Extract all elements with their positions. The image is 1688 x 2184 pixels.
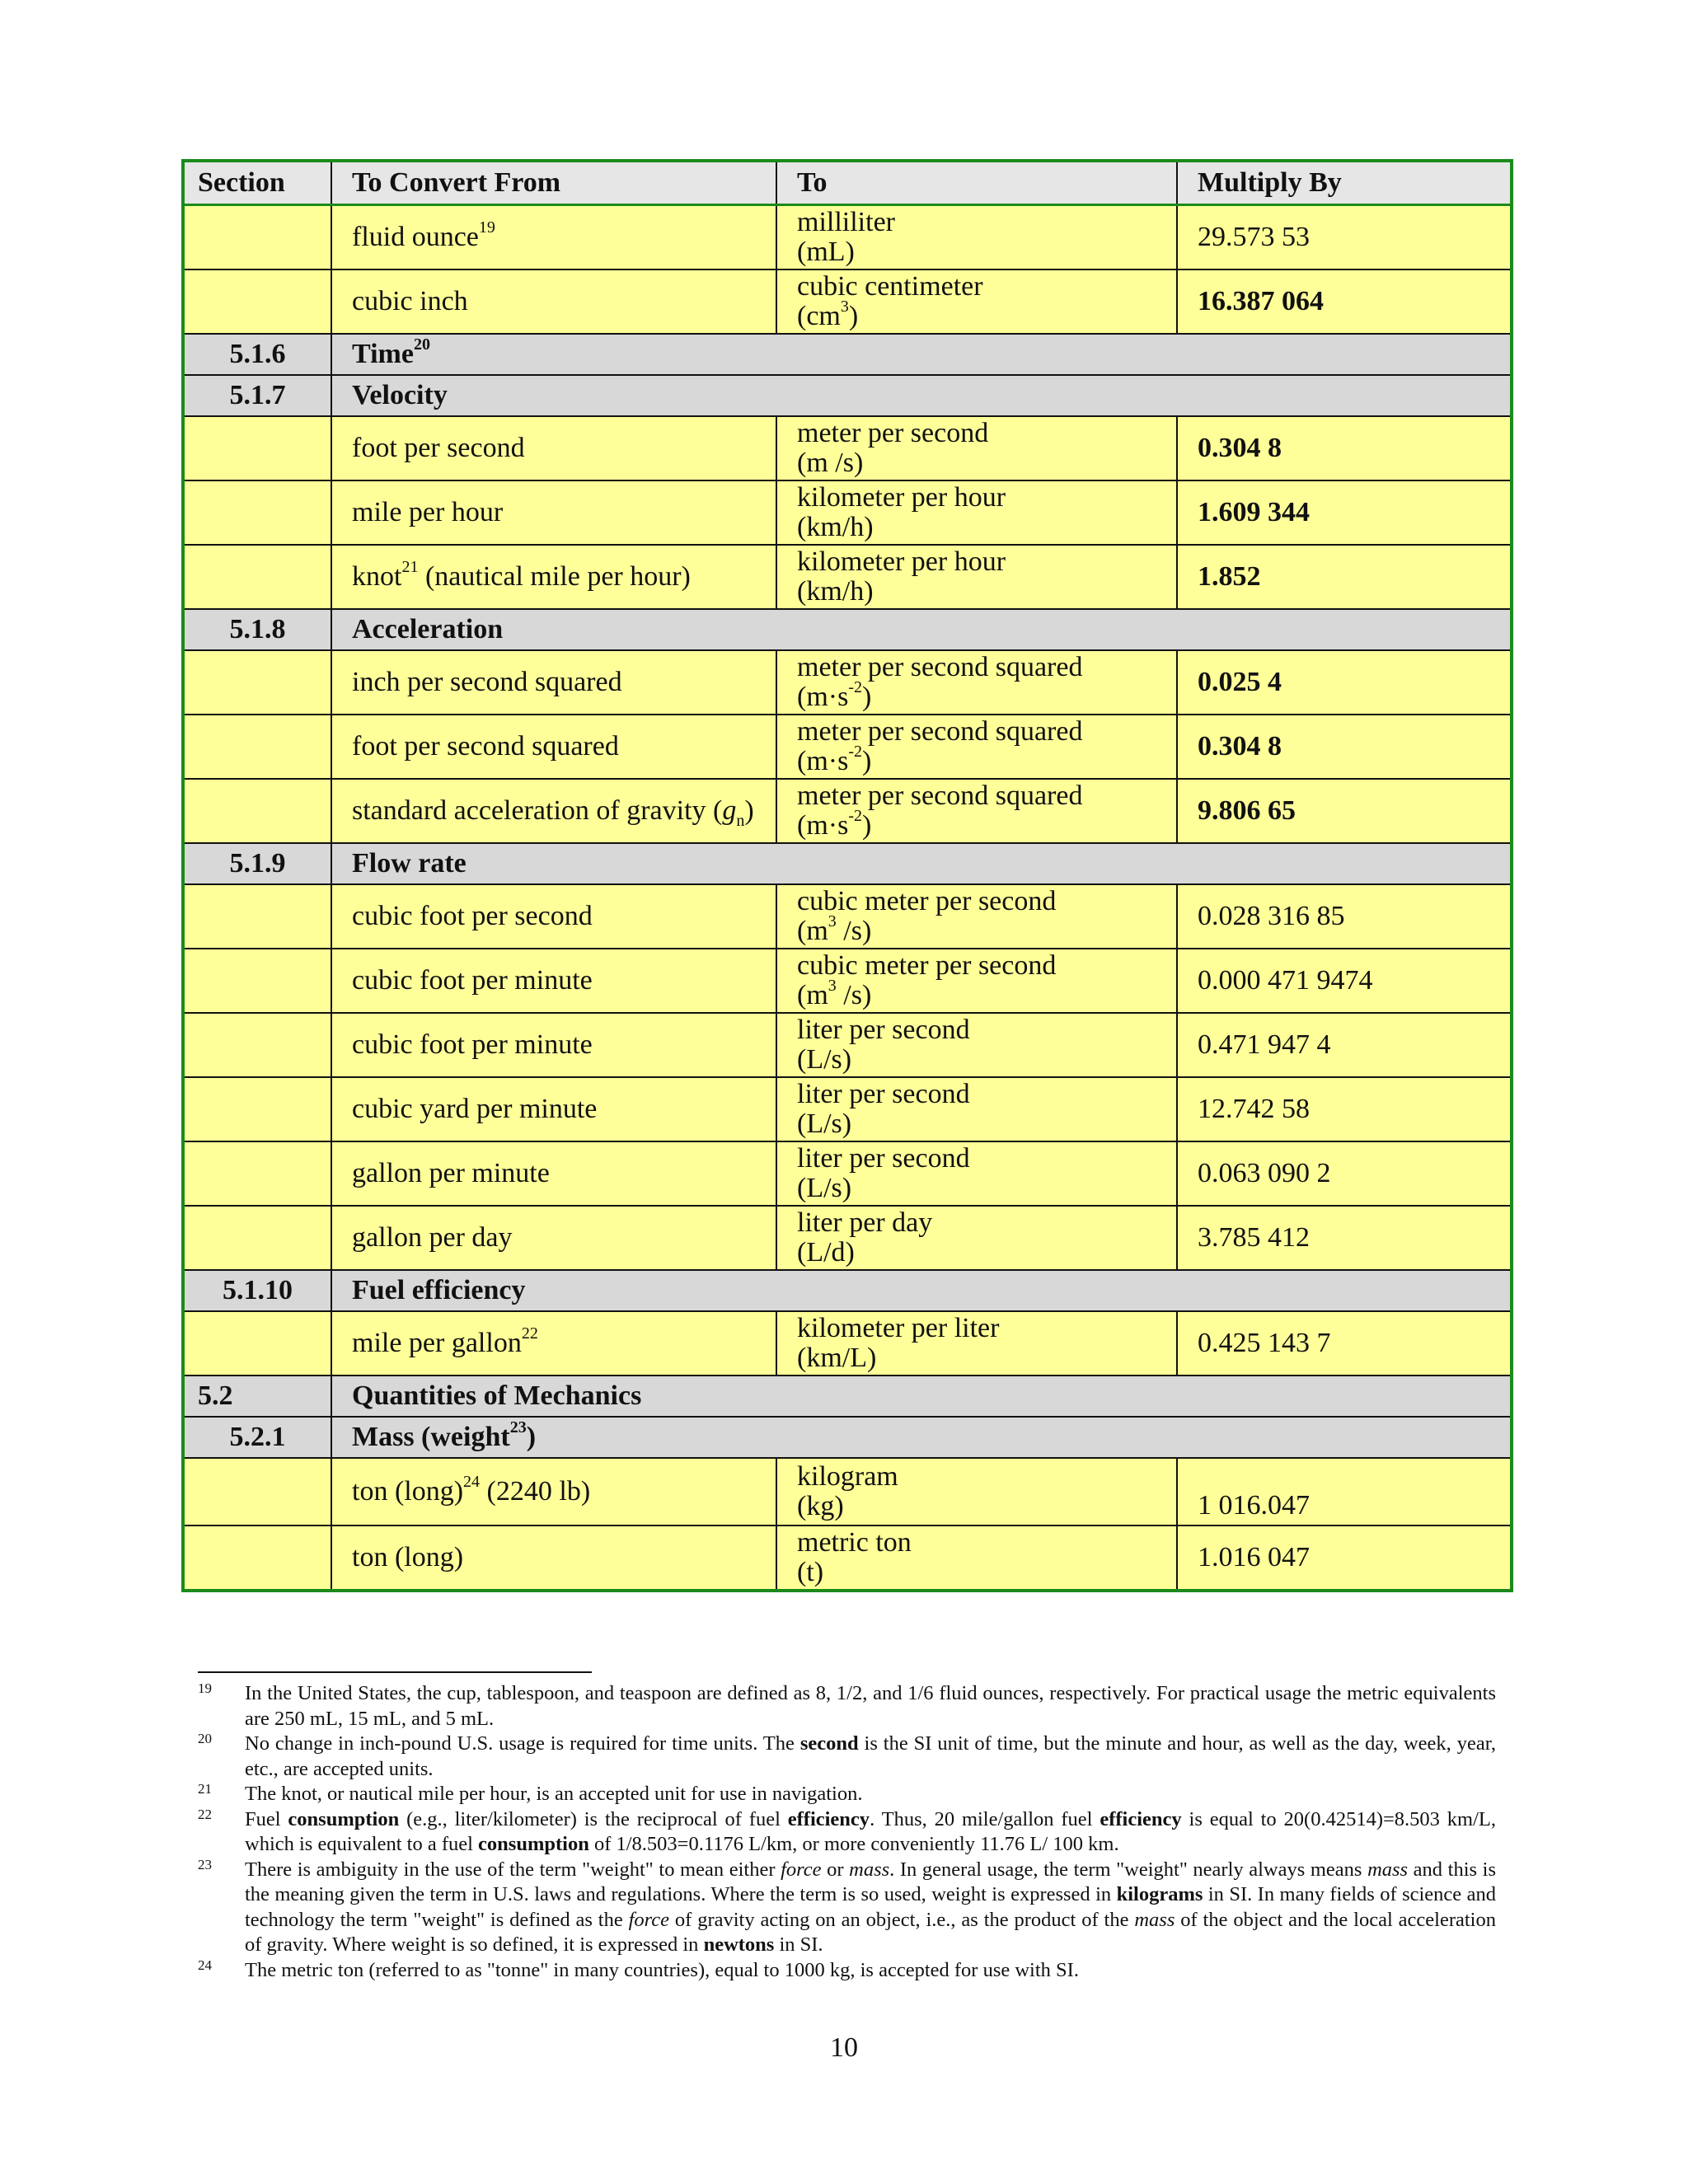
to-cell xyxy=(776,650,1177,715)
to-cell xyxy=(776,480,1177,545)
convert-from-cell xyxy=(331,1526,776,1591)
footnote-ref: 23 xyxy=(509,1418,527,1436)
table-row xyxy=(183,1458,1512,1526)
to-unit-name: metric ton xyxy=(797,1527,912,1558)
to-cell xyxy=(776,1206,1177,1270)
section-title-text: Fuel efficiency xyxy=(352,1275,526,1305)
footnote xyxy=(198,1807,1496,1858)
footnote-text: consumption xyxy=(478,1833,589,1855)
footnote-text: or xyxy=(821,1858,850,1881)
table-row xyxy=(183,1311,1512,1376)
to-cell xyxy=(776,949,1177,1013)
section-cell xyxy=(183,1206,331,1270)
to-unit-symbol-text: (m·s xyxy=(797,682,849,712)
to-unit-symbol xyxy=(797,1174,1176,1203)
to-unit-symbol xyxy=(797,1492,1176,1521)
to-cell xyxy=(776,715,1177,779)
to-unit-name: meter per second squared xyxy=(797,716,1083,747)
section-title xyxy=(331,334,1512,375)
to-unit-symbol-text: (km/h) xyxy=(797,576,874,607)
table-row xyxy=(183,269,1512,334)
to-unit-symbol-text: /s) xyxy=(836,980,872,1010)
to-cell xyxy=(776,779,1177,843)
multiply-by-cell: 1.852 xyxy=(1177,545,1512,609)
convert-from-cell xyxy=(331,205,776,270)
to-unit-name: meter per second xyxy=(797,418,989,448)
section-number: 5.1.6 xyxy=(183,334,331,375)
table-row xyxy=(183,884,1512,949)
table-row xyxy=(183,205,1512,270)
multiply-by-cell: 0.304 8 xyxy=(1177,715,1512,779)
section-number: 5.2 xyxy=(183,1376,331,1417)
section-number: 5.1.9 xyxy=(183,843,331,884)
convert-from-text: gallon per minute xyxy=(352,1158,550,1188)
section-cell xyxy=(183,205,331,270)
convert-from-text: cubic yard per minute xyxy=(352,1094,598,1124)
to-unit-symbol xyxy=(797,297,1176,331)
section-cell xyxy=(183,1077,331,1141)
footnote-text: in SI. In many fields of science and technology the term "weight" is defined as the xyxy=(245,1883,1496,1931)
convert-from-text: gallon per day xyxy=(352,1222,513,1253)
section-title-text: Acceleration xyxy=(352,614,504,644)
section-cell xyxy=(183,416,331,480)
symbol-text: g xyxy=(722,795,737,826)
to-unit-symbol-text: (m xyxy=(797,916,828,946)
section-number: 5.1.7 xyxy=(183,375,331,416)
convert-from-text: foot per second xyxy=(352,433,525,463)
to-unit-symbol xyxy=(797,912,1176,946)
convert-from-text: ) xyxy=(744,795,754,826)
section-row xyxy=(183,375,1512,416)
footnote-text: The metric ton (referred to as "tonne" in many countries), equal to 1000 kg, is accepted for use with SI. xyxy=(245,1958,1079,1981)
convert-from-cell xyxy=(331,1206,776,1270)
convert-from-text: mile per gallon xyxy=(352,1328,522,1358)
table-row xyxy=(183,779,1512,843)
multiply-by-cell: 0.471 947 4 xyxy=(1177,1013,1512,1077)
unit-exponent: 3 xyxy=(840,297,849,316)
unit-exponent: -2 xyxy=(848,806,862,825)
table-row xyxy=(183,650,1512,715)
to-unit-symbol xyxy=(797,1343,1176,1373)
convert-from-text: foot per second squared xyxy=(352,731,619,762)
footnote-ref: 19 xyxy=(478,218,495,237)
to-unit-name: kilometer per liter xyxy=(797,1313,1000,1343)
to-unit-symbol-text: (kg) xyxy=(797,1491,844,1521)
to-cell xyxy=(776,1013,1177,1077)
to-unit-symbol-text: (m·s xyxy=(797,810,849,841)
footnote-text: The knot, or nautical mile per hour, is an accepted unit for use in navigation. xyxy=(245,1783,863,1805)
section-row xyxy=(183,1417,1512,1458)
footnote-text: of the object and the local acceleration of gravity. Where weight is so defined, it is expressed in xyxy=(245,1908,1496,1956)
section-cell xyxy=(183,884,331,949)
to-cell xyxy=(776,269,1177,334)
footnote-text: mass xyxy=(1367,1858,1409,1881)
section-title xyxy=(331,375,1512,416)
footnote-text: is equal to 20(0.42514)=8.503 km/L, which is equivalent to a fuel xyxy=(245,1807,1496,1855)
convert-from-text: standard acceleration of gravity ( xyxy=(352,795,723,826)
to-unit-symbol-text: ) xyxy=(862,810,872,841)
to-cell xyxy=(776,1141,1177,1206)
to-unit-symbol-text: (km/h) xyxy=(797,512,874,542)
section-title xyxy=(331,1376,1512,1417)
to-unit-symbol-text: (L/s) xyxy=(797,1044,852,1075)
section-cell xyxy=(183,545,331,609)
footnote-number: 20 xyxy=(198,1731,212,1746)
footnote-text: force xyxy=(628,1908,670,1931)
convert-from-cell xyxy=(331,480,776,545)
footnote-text: No change in inch-pound U.S. usage is required for time units. The xyxy=(245,1732,800,1755)
multiply-by-cell: 0.000 471 9474 xyxy=(1177,949,1512,1013)
convert-from-cell xyxy=(331,650,776,715)
to-unit-symbol-text: (m·s xyxy=(797,746,849,776)
footnote-text: Fuel xyxy=(245,1807,288,1830)
to-cell xyxy=(776,1077,1177,1141)
footnote-number: 23 xyxy=(198,1856,212,1872)
conversion-table xyxy=(181,159,1513,1592)
to-unit-symbol xyxy=(797,806,1176,841)
convert-from-cell xyxy=(331,1311,776,1376)
footnote-text: mass xyxy=(849,1858,890,1881)
to-cell xyxy=(776,545,1177,609)
multiply-by-cell: 0.425 143 7 xyxy=(1177,1311,1512,1376)
footnote-text: efficiency xyxy=(787,1807,870,1830)
footnote xyxy=(198,1681,1496,1732)
footnote-text: consumption xyxy=(288,1807,400,1830)
to-unit-symbol xyxy=(797,1558,1176,1587)
footnote-number: 19 xyxy=(198,1680,212,1696)
to-unit-name: liter per second xyxy=(797,1143,970,1174)
to-unit-symbol-text: (L/s) xyxy=(797,1173,852,1203)
convert-from-text: cubic foot per minute xyxy=(352,965,593,996)
footnote-text: of 1/8.503=0.1176 L/km, or more conveniently 11.76 L/ 100 km. xyxy=(588,1833,1119,1855)
header-to: To xyxy=(776,161,1177,205)
section-title xyxy=(331,609,1512,650)
to-unit-name: liter per second xyxy=(797,1015,970,1045)
to-unit-symbol-text: /s) xyxy=(836,916,872,946)
to-unit-symbol-text: (m xyxy=(797,980,828,1010)
footnotes xyxy=(198,1681,1496,1983)
convert-from-text: knot xyxy=(352,561,402,592)
to-cell xyxy=(776,416,1177,480)
footnote-number: 24 xyxy=(198,1957,212,1973)
multiply-by-cell: 0.028 316 85 xyxy=(1177,884,1512,949)
unit-exponent: -2 xyxy=(848,742,862,761)
to-cell xyxy=(776,884,1177,949)
footnote-rule xyxy=(198,1671,592,1673)
section-number: 5.1.8 xyxy=(183,609,331,650)
footnote-number: 22 xyxy=(198,1806,212,1822)
to-unit-symbol xyxy=(797,577,1176,607)
to-cell xyxy=(776,1458,1177,1526)
to-unit-name: kilometer per hour xyxy=(797,482,1006,513)
to-unit-symbol-text: (L/s) xyxy=(797,1108,852,1139)
footnote-text: in SI. xyxy=(774,1933,823,1956)
footnote-text: mass xyxy=(1134,1908,1175,1931)
table-row xyxy=(183,480,1512,545)
footnote xyxy=(198,1782,1496,1807)
to-unit-name: cubic meter per second xyxy=(797,950,1057,981)
footnote-text: efficiency xyxy=(1100,1807,1182,1830)
section-cell xyxy=(183,269,331,334)
convert-from-cell xyxy=(331,1458,776,1526)
to-cell xyxy=(776,1526,1177,1591)
table-row xyxy=(183,416,1512,480)
unit-exponent: -2 xyxy=(848,677,862,696)
to-unit-name: milliliter xyxy=(797,207,895,237)
section-cell xyxy=(183,715,331,779)
to-unit-symbol-text: (cm xyxy=(797,301,841,331)
to-unit-symbol-text: (mL) xyxy=(797,237,855,267)
multiply-by-cell: 1.016 047 xyxy=(1177,1526,1512,1591)
to-cell xyxy=(776,1311,1177,1376)
to-unit-name: liter per second xyxy=(797,1079,970,1109)
footnote-text: is the SI unit of time, but the minute and hour, as well as the day, week, year, etc., are accepted units. xyxy=(245,1732,1497,1780)
to-unit-symbol-text: (m /s) xyxy=(797,448,864,478)
convert-from-text: cubic foot per second xyxy=(352,901,593,931)
to-unit-name: cubic meter per second xyxy=(797,886,1057,916)
convert-from-text: cubic inch xyxy=(352,286,468,316)
to-unit-symbol xyxy=(797,742,1176,776)
section-cell xyxy=(183,949,331,1013)
footnote xyxy=(198,1858,1496,1958)
section-title-text: Flow rate xyxy=(352,848,467,879)
to-unit-name: kilogram xyxy=(797,1461,898,1492)
section-row xyxy=(183,1376,1512,1417)
multiply-by-cell: 0.063 090 2 xyxy=(1177,1141,1512,1206)
table-row xyxy=(183,1077,1512,1141)
to-unit-symbol-text: (km/L) xyxy=(797,1343,877,1373)
multiply-by-cell: 16.387 064 xyxy=(1177,269,1512,334)
section-row xyxy=(183,843,1512,884)
section-row xyxy=(183,334,1512,375)
to-unit-name: cubic centimeter xyxy=(797,271,983,302)
table-body xyxy=(183,205,1512,1591)
footnote-text: In the United States, the cup, tablespoon, and teaspoon are defined as 8, 1/2, and 1/6 fluid ounces, respectively. For practical usage the metric equivalents are 250 mL, 15 mL, and 5 mL. xyxy=(245,1682,1496,1730)
convert-from-text: fluid ounce xyxy=(352,222,479,252)
convert-from-text: cubic foot per minute xyxy=(352,1029,593,1060)
footnote-text: kilograms xyxy=(1116,1883,1203,1905)
multiply-by-cell: 0.304 8 xyxy=(1177,416,1512,480)
table-row xyxy=(183,545,1512,609)
convert-from-text: ton (long) xyxy=(352,1476,464,1507)
convert-from-cell xyxy=(331,1141,776,1206)
to-unit-name: meter per second squared xyxy=(797,780,1083,811)
section-cell xyxy=(183,779,331,843)
footnote-ref: 21 xyxy=(401,557,419,576)
section-title-text: Velocity xyxy=(352,380,448,410)
table-row xyxy=(183,949,1512,1013)
section-title-text: Mass (weight xyxy=(352,1422,510,1452)
convert-from-cell xyxy=(331,949,776,1013)
to-unit-symbol-text: ) xyxy=(862,682,872,712)
header-section: Section xyxy=(183,161,331,205)
header-multiply-by: Multiply By xyxy=(1177,161,1512,205)
multiply-by-cell: 29.573 53 xyxy=(1177,205,1512,270)
section-number: 5.2.1 xyxy=(183,1417,331,1458)
footnote xyxy=(198,1732,1496,1782)
footnote-number: 21 xyxy=(198,1781,212,1797)
convert-from-cell xyxy=(331,715,776,779)
convert-from-cell xyxy=(331,416,776,480)
section-title xyxy=(331,1417,1512,1458)
footnote-ref: 20 xyxy=(413,335,430,354)
convert-from-cell xyxy=(331,884,776,949)
footnote-text: There is ambiguity in the use of the term "weight" to mean either xyxy=(245,1858,781,1881)
footnote-text: . Thus, 20 mile/gallon fuel xyxy=(870,1807,1100,1830)
section-cell xyxy=(183,1141,331,1206)
table-row xyxy=(183,1206,1512,1270)
section-row xyxy=(183,1270,1512,1311)
unit-exponent: 3 xyxy=(828,976,837,995)
to-unit-symbol xyxy=(797,677,1176,712)
section-row xyxy=(183,609,1512,650)
to-unit-name: kilometer per hour xyxy=(797,546,1006,577)
convert-from-cell xyxy=(331,1077,776,1141)
convert-from-text: ton (long) xyxy=(352,1542,464,1572)
section-cell xyxy=(183,1311,331,1376)
convert-from-text: (2240 lb) xyxy=(480,1476,591,1507)
table-row xyxy=(183,1141,1512,1206)
to-unit-name: liter per day xyxy=(797,1207,933,1238)
header-convert-from: To Convert From xyxy=(331,161,776,205)
footnote-text: newtons xyxy=(703,1933,775,1956)
footnote-text: force xyxy=(781,1858,822,1881)
section-title xyxy=(331,1270,1512,1311)
footnote xyxy=(198,1958,1496,1984)
section-title-text: ) xyxy=(526,1422,537,1452)
to-unit-symbol xyxy=(797,1109,1176,1139)
to-unit-symbol xyxy=(797,1238,1176,1268)
to-unit-symbol-text: (t) xyxy=(797,1557,824,1587)
to-unit-symbol xyxy=(797,237,1176,267)
footnote-text: second xyxy=(799,1732,859,1755)
to-unit-name: meter per second squared xyxy=(797,652,1083,682)
to-unit-symbol xyxy=(797,976,1176,1010)
multiply-by-cell: 1.609 344 xyxy=(1177,480,1512,545)
page-number: 10 xyxy=(830,2032,858,2063)
section-title-text: Quantities of Mechanics xyxy=(352,1380,642,1411)
section-cell xyxy=(183,650,331,715)
to-unit-symbol-text: ) xyxy=(848,301,859,331)
footnote-text: and this is the meaning given the term in U.S. laws and regulations. Where the term is so used, weight is expressed in xyxy=(245,1858,1496,1905)
table-row xyxy=(183,1526,1512,1591)
footnote-text: of gravity acting on an object, i.e., as the product of the xyxy=(669,1908,1135,1931)
to-unit-symbol xyxy=(797,513,1176,542)
section-title-text: Time xyxy=(352,339,414,369)
section-title xyxy=(331,843,1512,884)
section-cell xyxy=(183,1526,331,1591)
convert-from-text: (nautical mile per hour) xyxy=(418,561,691,592)
to-unit-symbol-text: ) xyxy=(862,746,872,776)
section-cell xyxy=(183,1458,331,1526)
convert-from-cell xyxy=(331,269,776,334)
to-unit-symbol xyxy=(797,1045,1176,1075)
table-row xyxy=(183,1013,1512,1077)
table-row xyxy=(183,715,1512,779)
footnote-ref: 22 xyxy=(521,1324,538,1343)
convert-from-text: mile per hour xyxy=(352,497,504,527)
footnote-ref: 24 xyxy=(463,1472,481,1491)
to-unit-symbol xyxy=(797,448,1176,478)
multiply-by-cell: 3.785 412 xyxy=(1177,1206,1512,1270)
convert-from-cell xyxy=(331,1013,776,1077)
section-number: 5.1.10 xyxy=(183,1270,331,1311)
section-cell xyxy=(183,480,331,545)
convert-from-cell xyxy=(331,779,776,843)
table-header-row xyxy=(183,161,1512,205)
multiply-by-cell: 0.025 4 xyxy=(1177,650,1512,715)
section-cell xyxy=(183,1013,331,1077)
convert-from-cell xyxy=(331,545,776,609)
footnote-text: (e.g., liter/kilometer) is the reciprocal of fuel xyxy=(399,1807,788,1830)
unit-exponent: 3 xyxy=(828,912,837,930)
convert-from-text: inch per second squared xyxy=(352,667,622,697)
multiply-by-cell: 12.742 58 xyxy=(1177,1077,1512,1141)
footnote-text: . In general usage, the term "weight" nearly always means xyxy=(889,1858,1368,1881)
multiply-by-cell: 9.806 65 xyxy=(1177,779,1512,843)
to-cell xyxy=(776,205,1177,270)
to-unit-symbol-text: (L/d) xyxy=(797,1237,855,1268)
multiply-by-cell: 1 016.047 xyxy=(1177,1458,1512,1526)
symbol-subscript: n xyxy=(736,811,745,830)
